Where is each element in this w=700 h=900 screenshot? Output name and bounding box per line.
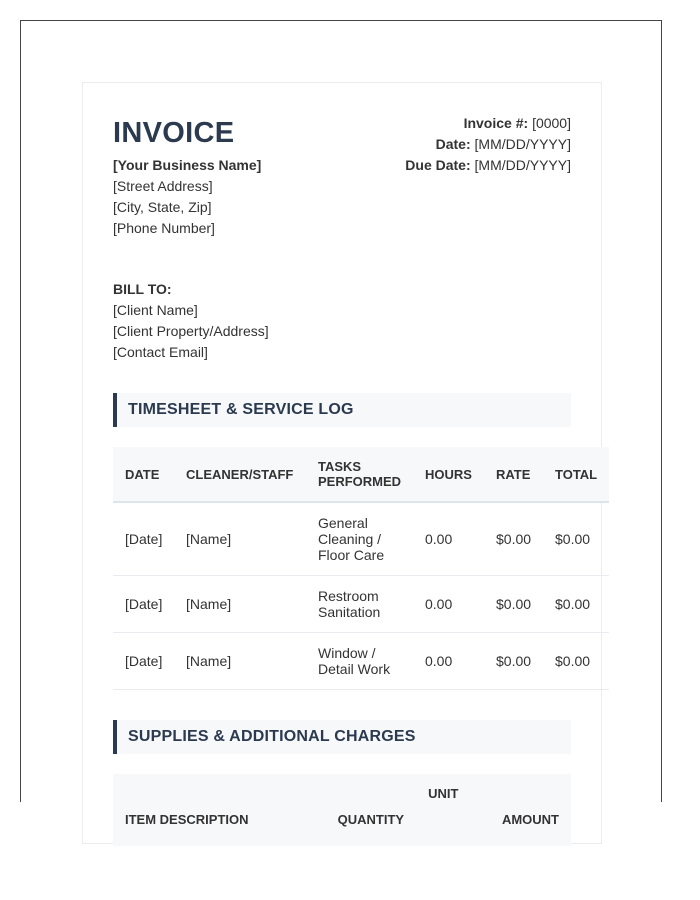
table-row <box>113 632 609 689</box>
col-staff: CLEANER/STAFF <box>174 447 306 502</box>
row-date: [Date] <box>113 575 174 632</box>
col-tasks: TASKS PERFORMED <box>306 447 413 502</box>
bill-to-label: BILL TO: <box>113 281 172 297</box>
timesheet-section-header <box>113 393 571 427</box>
invoice-date-line <box>436 136 571 152</box>
invoice-due-date-label: Due Date: <box>405 157 471 173</box>
document-frame <box>20 20 662 827</box>
business-city: [City, State, Zip] <box>113 199 212 215</box>
row-task: Restroom Sanitation <box>306 575 413 632</box>
row-rate: $0.00 <box>484 632 543 689</box>
row-rate: $0.00 <box>484 502 543 575</box>
col-hours: HOURS <box>413 447 484 502</box>
timesheet-table <box>113 447 609 690</box>
invoice-number-value: [0000] <box>532 115 571 131</box>
row-rate: $0.00 <box>484 575 543 632</box>
col-quantity: QUANTITY <box>322 774 416 846</box>
col-date: DATE <box>113 447 174 502</box>
invoice-due-date-line <box>405 157 571 173</box>
row-date: [Date] <box>113 632 174 689</box>
row-total: $0.00 <box>543 575 609 632</box>
supplies-header-row <box>113 774 571 846</box>
row-hours: 0.00 <box>413 632 484 689</box>
table-row <box>113 575 609 632</box>
col-item-description: ITEM DESCRIPTION <box>113 774 322 846</box>
col-rate: RATE <box>484 447 543 502</box>
invoice-date-value: [MM/DD/YYYY] <box>474 136 571 152</box>
col-unit: UNIT <box>416 774 490 846</box>
supplies-table <box>113 774 571 846</box>
supplies-section-header <box>113 720 571 754</box>
row-staff: [Name] <box>174 502 306 575</box>
row-total: $0.00 <box>543 502 609 575</box>
row-staff: [Name] <box>174 632 306 689</box>
invoice-number-line <box>464 115 571 131</box>
row-task: General Cleaning / Floor Care <box>306 502 413 575</box>
client-address: [Client Property/Address] <box>113 323 269 339</box>
client-name: [Client Name] <box>113 302 198 318</box>
invoice-date-label: Date: <box>435 136 471 152</box>
timesheet-header-row <box>113 447 609 502</box>
row-hours: 0.00 <box>413 575 484 632</box>
business-phone: [Phone Number] <box>113 220 215 236</box>
row-date: [Date] <box>113 502 174 575</box>
col-amount: AMOUNT <box>490 774 571 846</box>
table-row <box>113 502 609 575</box>
invoice-due-date-value: [MM/DD/YYYY] <box>474 157 571 173</box>
business-street: [Street Address] <box>113 178 213 194</box>
business-name: [Your Business Name] <box>113 157 262 173</box>
row-hours: 0.00 <box>413 502 484 575</box>
invoice-title: INVOICE <box>113 117 235 149</box>
row-task: Window / Detail Work <box>306 632 413 689</box>
row-staff: [Name] <box>174 575 306 632</box>
client-email: [Contact Email] <box>113 344 208 360</box>
timesheet-heading: TIMESHEET & SERVICE LOG <box>128 401 354 418</box>
row-total: $0.00 <box>543 632 609 689</box>
col-total: TOTAL <box>543 447 609 502</box>
supplies-heading: SUPPLIES & ADDITIONAL CHARGES <box>128 728 416 745</box>
invoice-page <box>82 82 602 844</box>
invoice-number-label: Invoice #: <box>463 115 529 131</box>
